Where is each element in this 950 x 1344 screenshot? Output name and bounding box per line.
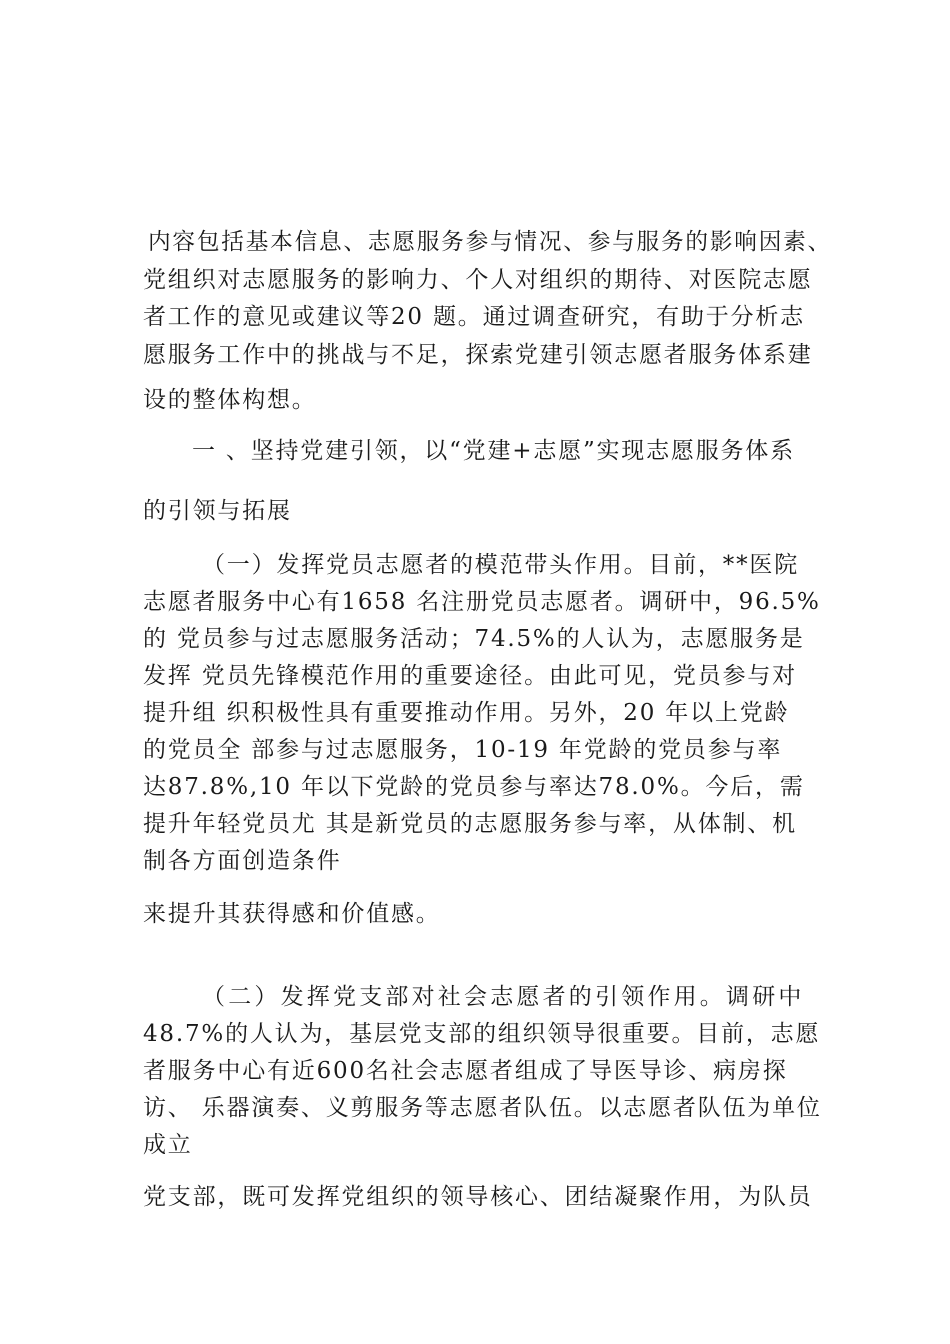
section2-line-3: 者服务中心有近600名社会志愿者组成了导医导诊、病房探	[143, 1058, 788, 1084]
intro-line-5: 设的整体构想。	[143, 387, 317, 413]
section2-line-6: 党支部，既可发挥党组织的领导核心、团结凝聚作用，为队员	[143, 1184, 813, 1210]
heading-line-1: 一 、坚持党建引领，以“党建+志愿”实现志愿服务体系	[192, 438, 795, 464]
section2-line-5: 成立	[143, 1132, 193, 1158]
section1-line-5: 提升组 织积极性具有重要推动作用。另外，20 年以上党龄	[143, 700, 790, 726]
intro-line-4: 愿服务工作中的挑战与不足，探索党建引领志愿者服务体系建	[143, 342, 813, 368]
intro-line-1: 内容包括基本信息、志愿服务参与情况、参与服务的影响因素、	[148, 229, 832, 255]
section2-line-4: 访、 乐器演奏、义剪服务等志愿者队伍。以志愿者队伍为单位	[143, 1095, 822, 1121]
section1-line-10: 来提升其获得感和价值感。	[143, 901, 441, 927]
intro-line-2: 党组织对志愿服务的影响力、个人对组织的期待、对医院志愿	[143, 267, 813, 293]
section1-line-6: 的党员全 部参与过志愿服务，10-19 年党龄的党员参与率	[143, 737, 783, 763]
intro-line-3: 者工作的意见或建议等20 题。通过调查研究，有助于分析志	[143, 304, 805, 330]
section2-line-2: 48.7%的人认为，基层党支部的组织领导很重要。目前，志愿	[143, 1021, 821, 1047]
section2-line-1: （二）发挥党支部对社会志愿者的引领作用。调研中	[202, 984, 805, 1010]
section1-line-7: 达87.8%,10 年以下党龄的党员参与率达78.0%。今后，需	[143, 774, 805, 800]
heading-line-2: 的引领与拓展	[143, 498, 292, 524]
section1-line-4: 发挥 党员先锋模范作用的重要途径。由此可见，党员参与对	[143, 663, 797, 689]
section1-line-8: 提升年轻党员尤 其是新党员的志愿服务参与率，从体制、机	[143, 811, 797, 837]
section1-line-3: 的 党员参与过志愿服务活动；74.5%的人认为，志愿服务是	[143, 626, 805, 652]
section1-line-2: 志愿者服务中心有1658 名注册党员志愿者。调研中，96.5%	[143, 589, 821, 615]
section1-line-9: 制各方面创造条件	[143, 848, 342, 874]
section1-line-1: （一）发挥党员志愿者的模范带头作用。目前，**医院	[202, 552, 799, 578]
